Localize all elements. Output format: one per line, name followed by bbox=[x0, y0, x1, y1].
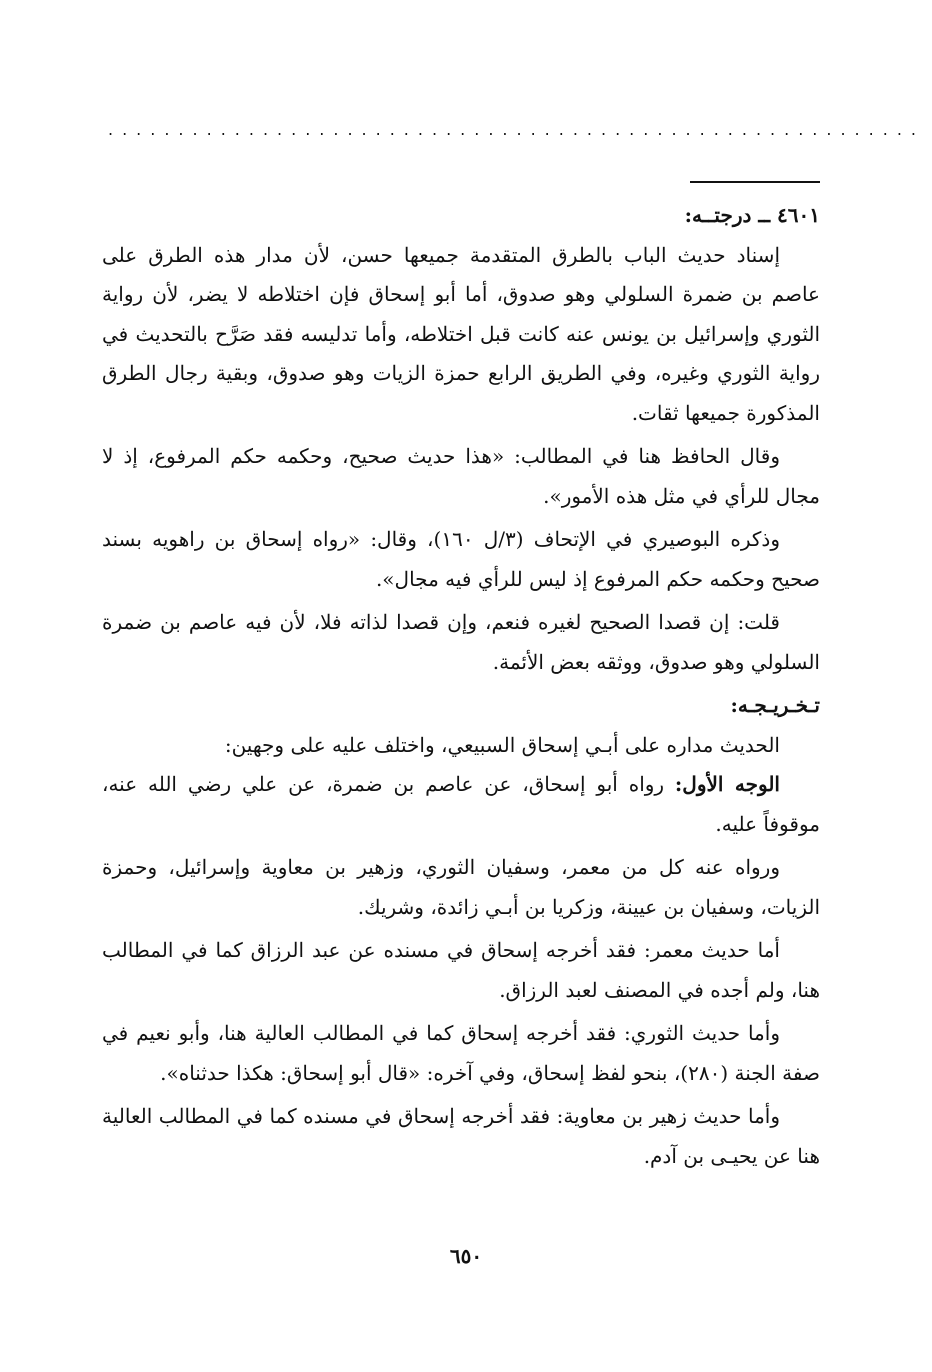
paragraph-hafiz-quote: وقال الحافظ هنا في المطالب: «هذا حديث صحيح، وحكمه حكم المرفوع، إذ لا مجال للرأي في مثل هذه الأمور». bbox=[102, 444, 820, 508]
paragraph-mamar: أما حديث معمر: فقد أخرجه إسحاق في مسنده عن عبد الرزاق كما في المطالب هنا، ولم أجده في المصنف لعبد الرزاق. bbox=[102, 938, 820, 1002]
page-body bbox=[102, 196, 820, 1176]
footnote-rule bbox=[690, 181, 820, 183]
first-aspect-text: رواه أبو إسحاق، عن عاصم بن ضمرة، عن علي رضي الله عنه، موقوفاً عليه. bbox=[102, 772, 820, 836]
paragraph-first-aspect bbox=[102, 765, 820, 844]
dotted-separator: .......................................................... bbox=[108, 120, 925, 139]
paragraph-thawri: وأما حديث الثوري: فقد أخرجه إسحاق كما في المطالب العالية هنا، وأبو نعيم في صفة الجنة (٢٨٠)، بنحو لفظ إسحاق، وفي آخره: «قال أبو إسحاق: هكذا حدثناه». bbox=[102, 1021, 820, 1085]
takhrij-heading: تـخـريـجـه: bbox=[730, 693, 820, 717]
paragraph-isnad-grade: إسناد حديث الباب بالطرق المتقدمة جميعها حسن، لأن مدار هذه الطرق على عاصم بن ضمرة السلولي وهو صدوق، أما أبو إسحاق فإن اختلاطه لا يضر، لأن رواية الثوري وإسرائيل بن يونس عنه كانت قبل اختلاطه، وأما تدليسه فقد صَرَّح بالتحديث في رواية الثوري وغيره، وفي الطريق الرابع حمزة الزيات وهو صدوق، وبقية رجال الطرق المذكورة جميعها ثقات. bbox=[102, 242, 820, 425]
grade-heading: ٤٦٠١ ــ درجتــه: bbox=[684, 203, 820, 227]
paragraph-narrators: ورواه عنه كل من معمر، وسفيان الثوري، وزهير بن معاوية وإسرائيل، وحمزة الزيات، وسفيان بن عيينة، وزكريا بن أبـي زائدة، وشريك. bbox=[102, 855, 820, 919]
first-aspect-label: الوجه الأول: bbox=[674, 772, 780, 796]
paragraph-busiri-quote: وذكره البوصيري في الإتحاف (٣/ل ١٦٠)، وقال: «رواه إسحاق بن راهويه بسند صحيح وحكمه حكم المرفوع إذ ليس للرأي فيه مجال». bbox=[102, 527, 820, 591]
paragraph-zuhayr: وأما حديث زهير بن معاوية: فقد أخرجه إسحاق في مسنده كما في المطالب العالية هنا عن يحيـى بن آدم. bbox=[102, 1104, 820, 1168]
paragraph-author-comment: قلت: إن قصدا الصحيح لغيره فنعم، وإن قصدا لذاته فلا، لأن فيه عاصم بن ضمرة السلولي وهو صدوق، ووثقه بعض الأئمة. bbox=[102, 610, 820, 674]
paragraph-hadith-chain: الحديث مداره على أبـي إسحاق السبيعي، واختلف عليه على وجهين: bbox=[224, 732, 780, 757]
page-number: ٦٥٠ bbox=[449, 1244, 483, 1268]
